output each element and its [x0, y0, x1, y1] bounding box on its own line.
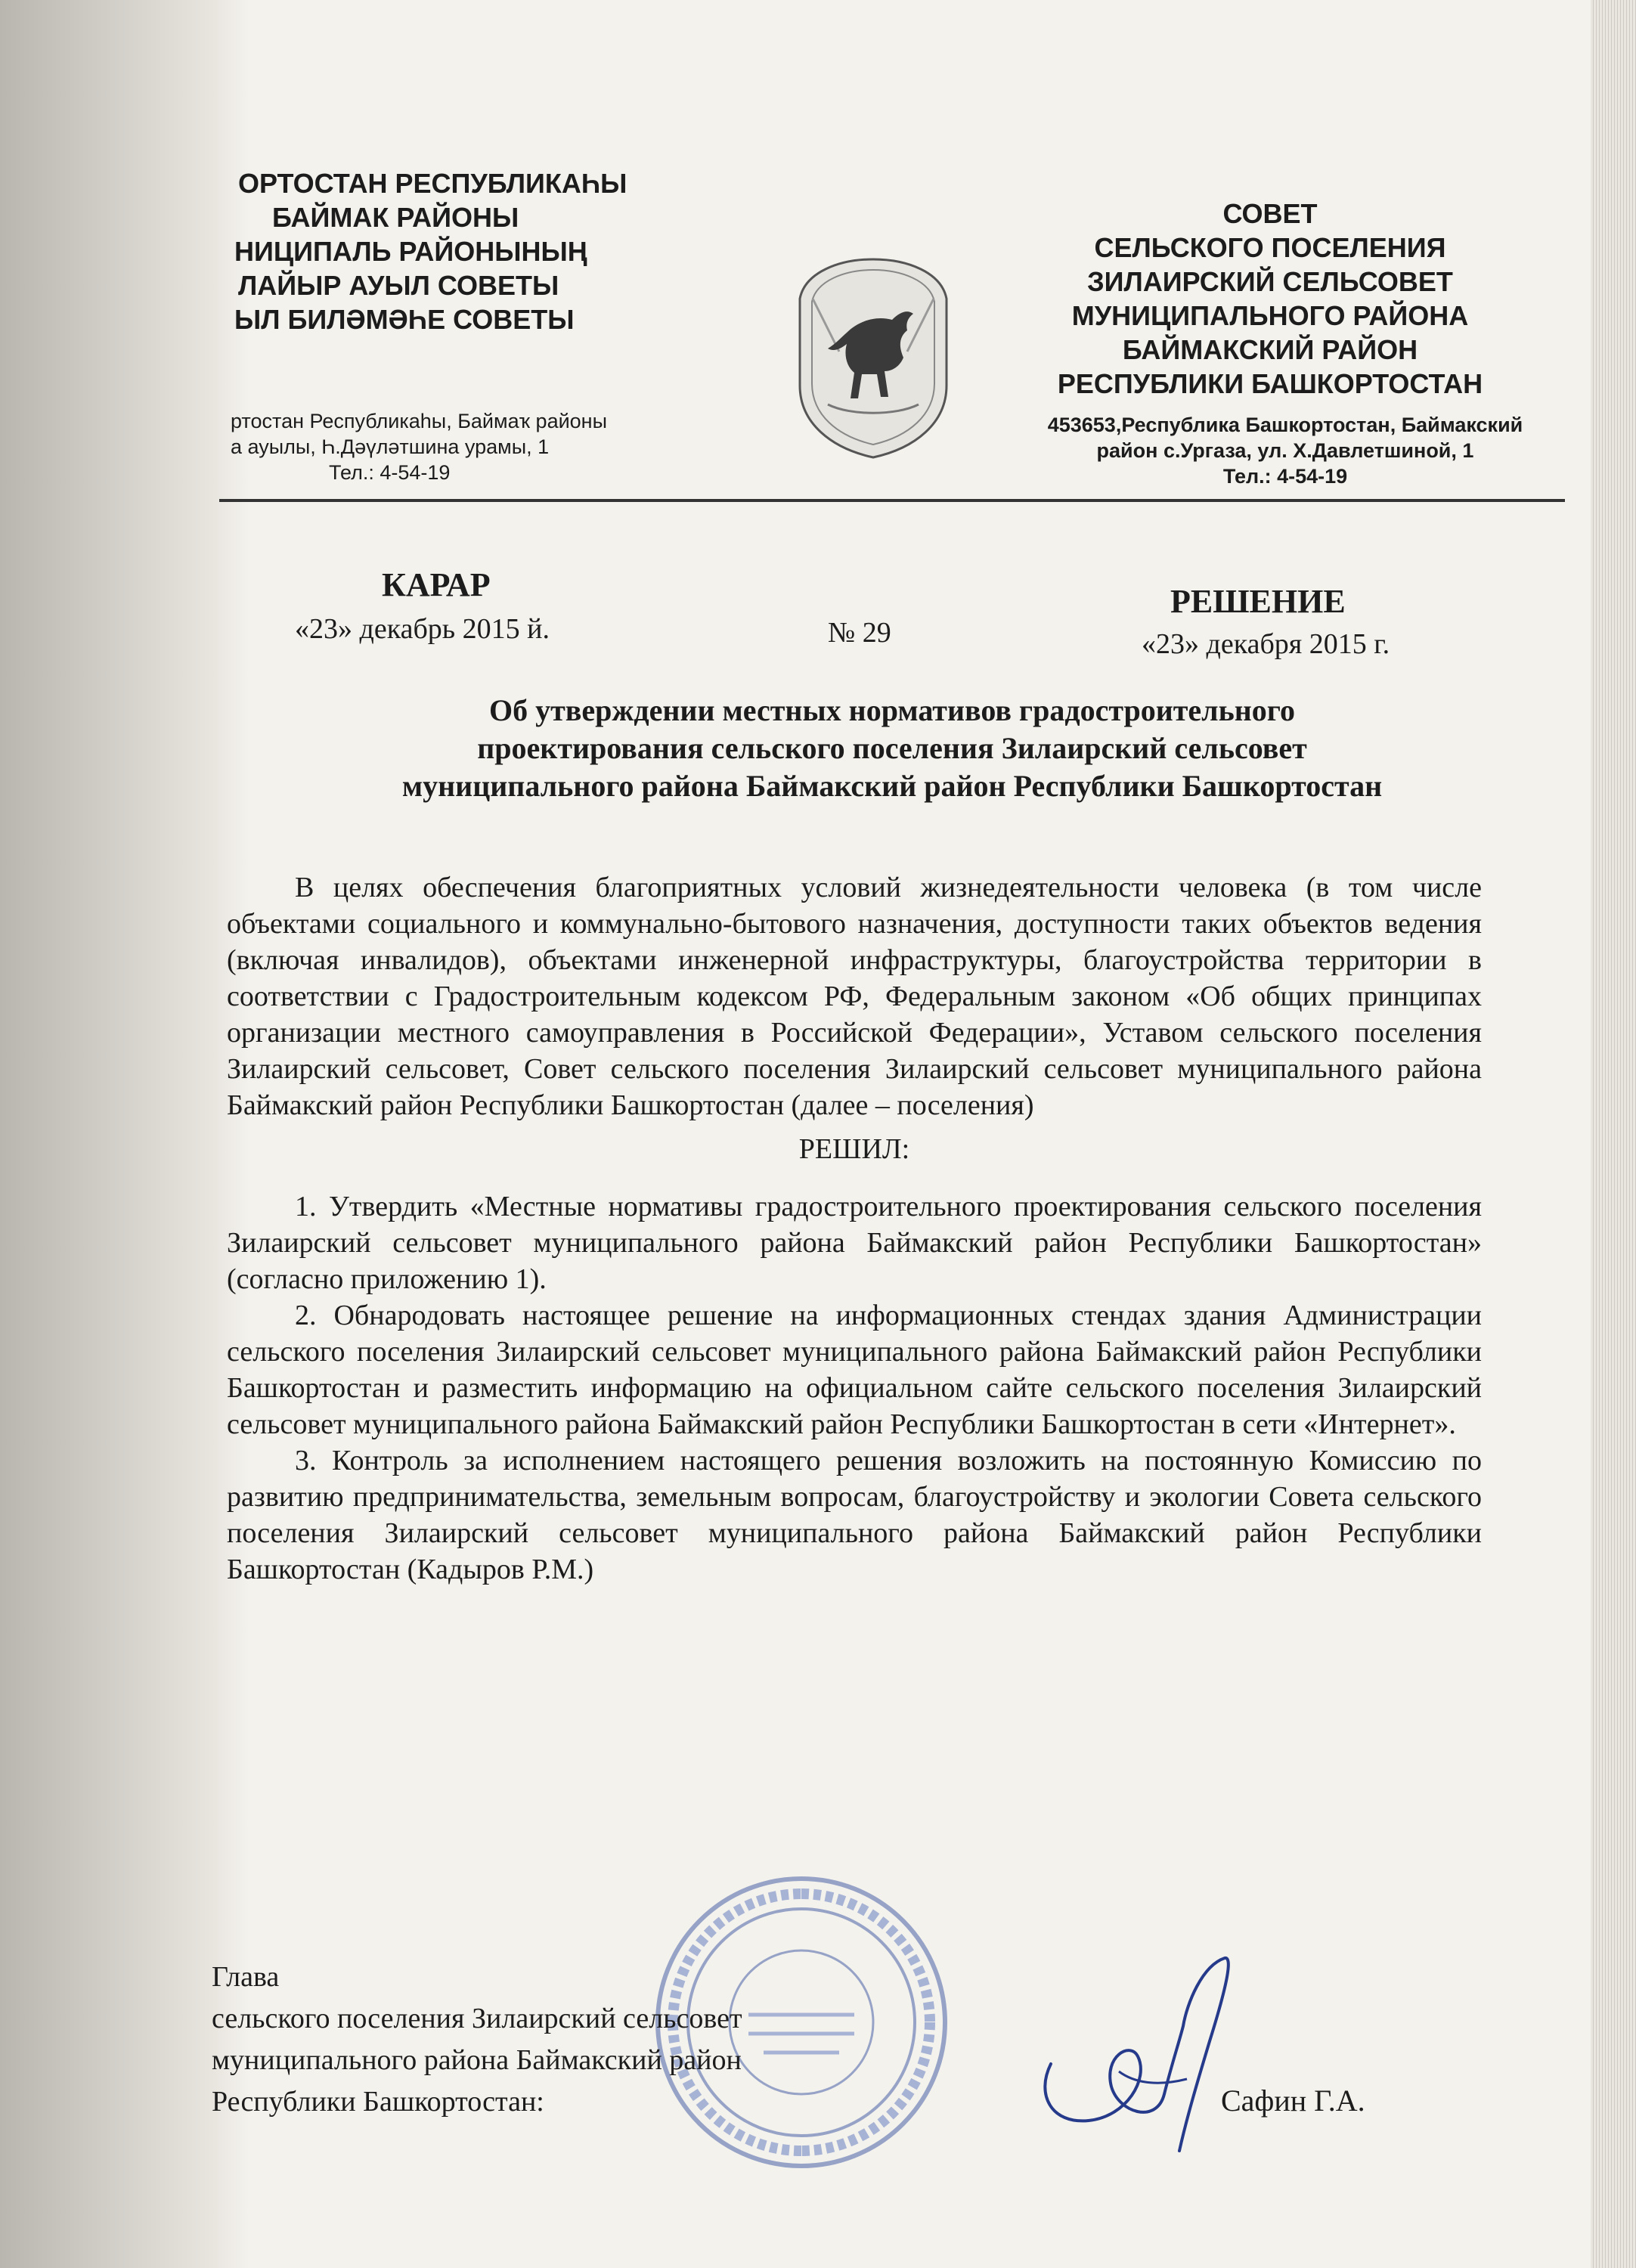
signature-line: Глава [212, 1961, 280, 1993]
document-body [227, 869, 1482, 1588]
address-line: 453653,Республика Башкортостан, Баймакский [1047, 414, 1523, 436]
header-right-line: СЕЛЬСКОГО ПОСЕЛЕНИЯ [1094, 232, 1446, 263]
header-right [1005, 197, 1535, 401]
signature-line: Республики Башкортостан: [212, 2086, 544, 2118]
preamble-paragraph: В целях обеспечения благоприятных условий жизнедеятельности человека (в том числе объектами социального и коммунально-бытового назначения, доступности таких объектов ведения (включая инвалидов), объектами инженерной инфраструктуры, благоустройства территории в соответствии с Градостроительным кодексом РФ, Федеральным законом «Об общих принципах организации местного самоуправления в Российской Федерации», Уставом сельского поселения Зилаирский сельсовет, Совет сельского поселения Зилаирский сельсовет муниципального района Баймакский район Республики Башкортостан (далее – поселения) [227, 872, 1482, 1121]
address-line: Тел.: 4-54-19 [329, 461, 451, 484]
page-stack-edge [1591, 0, 1636, 2268]
handwritten-signature-icon [1005, 1950, 1247, 2162]
signer-name: Сафин Г.А. [1221, 2084, 1365, 2118]
signature-line: сельского поселения Зилаирский сельсовет [212, 2003, 742, 2034]
header-right-line: БАЙМАКСКИЙ РАЙОН [1122, 334, 1418, 365]
reshenie-title: РЕШЕНИЕ [1170, 583, 1346, 620]
header-left-line: ОРТОСТАН РЕСПУБЛИКАҺЫ [238, 168, 627, 199]
heading-line: муниципального района Баймакский район Республики Башкортостан [401, 769, 1383, 803]
header-right-line: ЗИЛАИРСКИЙ СЕЛЬСОВЕТ [1087, 266, 1453, 297]
resolved-heading: РЕШИЛ: [798, 1133, 910, 1165]
horse-coat-of-arms-icon [786, 253, 960, 461]
header-left-line: ЛАЙЫР АУЫЛ СОВЕТЫ [238, 270, 559, 301]
header-right-line: РЕСПУБЛИКИ БАШКОРТОСТАН [1057, 368, 1483, 399]
address-line: ртостан Республикаһы, Баймаҡ районы [231, 410, 607, 432]
header-left-line: НИЦИПАЛЬ РАЙОНЫНЫҢ [234, 236, 587, 267]
decision-item: 1. Утвердить «Местные нормативы градостроительного проектирования сельского поселения Зилаирский сельсовет муниципального района Баймакский район Республики Башкортостан» (согласно приложению 1). [227, 1191, 1482, 1295]
decision-item: 3. Контроль за исполнением настоящего решения возложить на постоянную Комиссию по развитию предпринимательства, земельным вопросам, благоустройству и экологии Совета сельского поселения Зилаирский сельсовет муниципального района Баймакский район Республики Башкортостан (Кадыров Р.М.) [227, 1445, 1482, 1585]
address-line: район с.Ургаза, ул. Х.Давлетшиной, 1 [1096, 439, 1474, 462]
binding-shadow [0, 0, 249, 2268]
header-left-line: ЫЛ БИЛӘМӘҺЕ СОВЕТЫ [234, 304, 575, 335]
header-right-line: СОВЕТ [1222, 198, 1318, 229]
header-divider [219, 499, 1565, 502]
signature-block [212, 1957, 742, 2123]
heading-line: проектирования сельского поселения Зилаирский сельсовет [477, 731, 1307, 765]
header-left-line: БАЙМАК РАЙОНЫ [272, 202, 519, 233]
header-left [215, 166, 745, 336]
karar-title: КАРАР [382, 566, 491, 603]
karar-date: «23» декабрь 2015 й. [295, 613, 550, 645]
decision-number: № 29 [828, 617, 891, 649]
decision-item: 2. Обнародовать настоящее решение на информационных стендах здания Администрации сельского поселения Зилаирский сельсовет муниципального района Баймакский район Республики Башкортостан и разместить информацию на официальном сайте сельского поселения Зилаирский сельсовет муниципального района Баймакский район Республики Башкортостан в сети «Интернет». [227, 1300, 1482, 1440]
document-heading [249, 692, 1535, 805]
heading-line: Об утверждении местных нормативов градостроительного [489, 693, 1295, 727]
header-right-address [990, 412, 1580, 489]
address-line: а ауылы, Һ.Дәүләтшина урамы, 1 [231, 435, 550, 458]
header-left-address [215, 408, 745, 485]
reshenie-date: «23» декабря 2015 г. [1142, 628, 1390, 660]
signature-line: муниципального района Баймакский район [212, 2044, 742, 2076]
header-right-line: МУНИЦИПАЛЬНОГО РАЙОНА [1071, 300, 1469, 331]
address-line: Тел.: 4-54-19 [1222, 465, 1348, 488]
